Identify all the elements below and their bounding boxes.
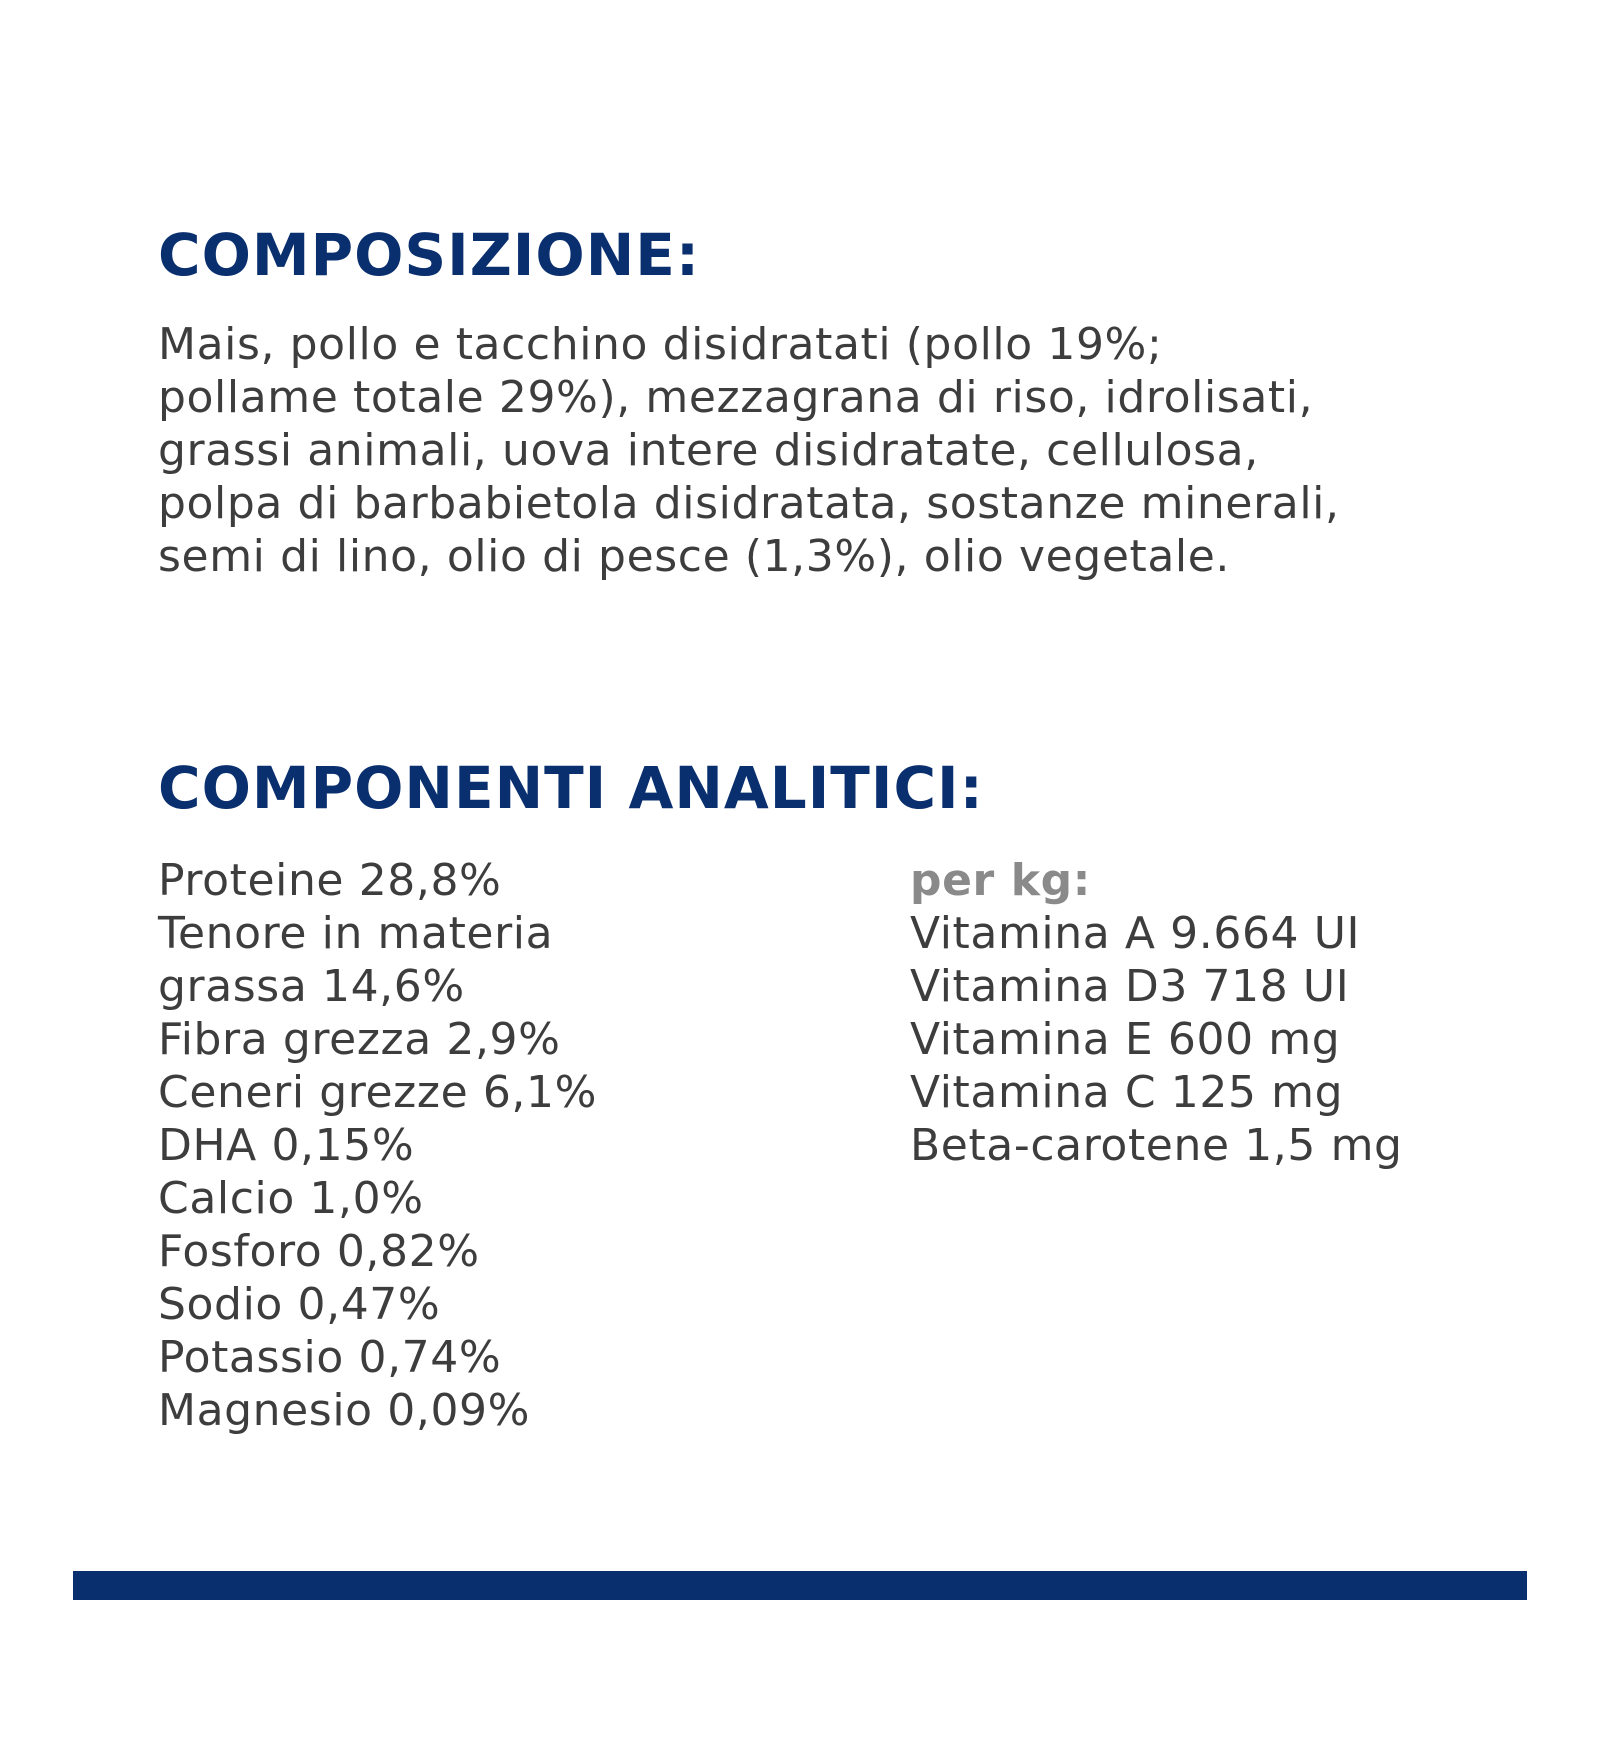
composition-line: grassi animali, uova intere disidratate, cellulosa,	[158, 425, 1259, 476]
analytic-item: Tenore in materia	[158, 908, 554, 959]
analytic-item: Fosforo 0,82%	[158, 1226, 480, 1277]
analytic-item: grassa 14,6%	[158, 961, 465, 1012]
analytic-item: Magnesio 0,09%	[158, 1385, 531, 1436]
analytic-item: Calcio 1,0%	[158, 1173, 424, 1224]
analytics-left-list	[158, 854, 858, 1437]
vitamin-item: Beta-carotene 1,5 mg	[910, 1120, 1403, 1171]
analytic-item: Potassio 0,74%	[158, 1332, 502, 1383]
composition-heading: COMPOSIZIONE:	[158, 221, 701, 289]
analytics-right-list	[910, 854, 1530, 1172]
footer-bar	[73, 1571, 1527, 1600]
vitamin-item: Vitamina A 9.664 UI	[910, 908, 1361, 959]
vitamin-item: Vitamina E 600 mg	[910, 1014, 1341, 1065]
composition-line: polpa di barbabietola disidratata, sostanze minerali,	[158, 478, 1340, 529]
vitamin-item: Vitamina D3 718 UI	[910, 961, 1350, 1012]
composition-line: Mais, pollo e tacchino disidratati (pollo 19%;	[158, 319, 1163, 370]
analytics-heading: COMPONENTI ANALITICI:	[158, 754, 984, 822]
analytic-item: Proteine 28,8%	[158, 855, 502, 906]
analytic-item: Fibra grezza 2,9%	[158, 1014, 561, 1065]
analytic-item: Sodio 0,47%	[158, 1279, 441, 1330]
composition-line: pollame totale 29%), mezzagrana di riso, idrolisati,	[158, 372, 1314, 423]
composition-line: semi di lino, olio di pesce (1,3%), olio vegetale.	[158, 531, 1230, 582]
composition-text	[158, 318, 1498, 583]
vitamin-item: Vitamina C 125 mg	[910, 1067, 1344, 1118]
analytic-item: Ceneri grezze 6,1%	[158, 1067, 598, 1118]
per-kg-label: per kg:	[910, 855, 1091, 906]
analytic-item: DHA 0,15%	[158, 1120, 415, 1171]
